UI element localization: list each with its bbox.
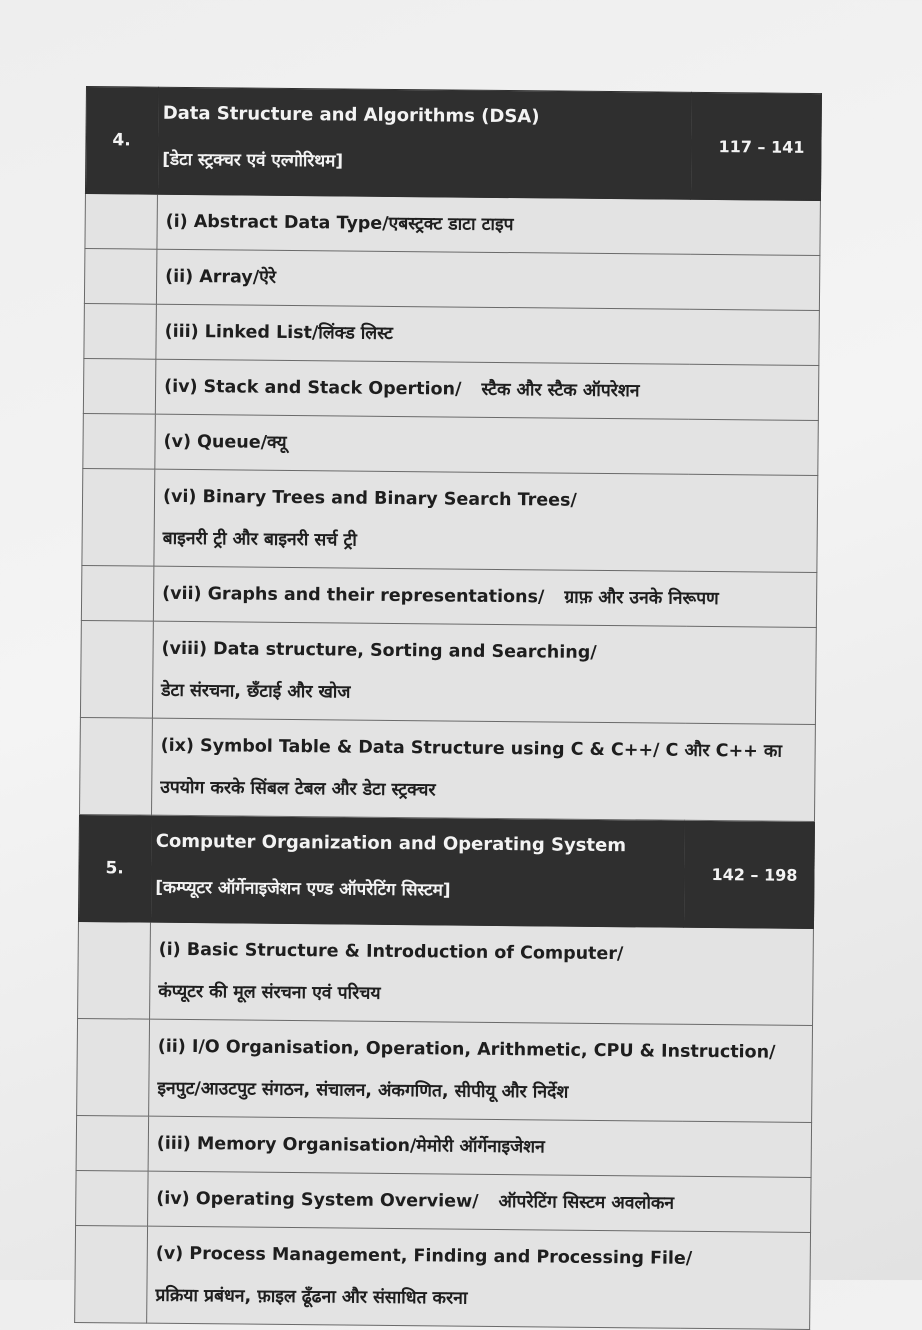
topic-english: (iv) Stack and Stack Opertion/: [164, 376, 462, 400]
topic-row: [84, 303, 819, 365]
topic-row: [76, 1115, 811, 1177]
topic-english: (i) Abstract Data Type/एबस्ट्रक्ट डाटा टाइप: [165, 211, 514, 236]
topic-line: [164, 366, 810, 414]
topic-text-cell: [153, 566, 816, 627]
syllabus-table: [74, 86, 822, 1330]
topic-text-cell: [156, 304, 819, 365]
topic-number-cell: [75, 1225, 148, 1323]
topic-english: (vii) Graphs and their representations/: [162, 583, 545, 608]
topic-row: [82, 468, 818, 572]
topic-text-cell: [155, 359, 818, 420]
section-number: 4.: [85, 87, 158, 195]
topic-english: (ix) Symbol Table & Data Structure using C & C++/ C और C++ का: [160, 735, 783, 762]
syllabus-page: [74, 86, 822, 1330]
topic-english: (ii) Array/ऐरे: [165, 266, 277, 288]
topic-row: [80, 717, 816, 821]
topic-row: [81, 565, 816, 627]
topic-english: (vi) Binary Trees and Binary Search Trees/: [162, 486, 577, 511]
section-title-cell: [150, 815, 684, 927]
topic-text-cell: [152, 718, 816, 821]
section-header-row: [85, 87, 821, 201]
section-title-hindi: [डेटा स्ट्रक्चर एवं एल्गोरिथम]: [162, 149, 344, 172]
topic-line: [162, 573, 808, 621]
section-page-range: 117 – 141: [690, 92, 821, 200]
topic-row: [83, 358, 818, 420]
topic-hindi: उपयोग करके सिंबल टेबल और डेटा स्ट्रक्चर: [160, 777, 436, 801]
topic-number-cell: [81, 565, 154, 621]
topic-number-cell: [85, 193, 158, 249]
topic-hindi: ग्राफ़ और उनके निरूपण: [564, 587, 719, 610]
topic-number-cell: [80, 620, 153, 718]
topic-hindi: इनपुट/आउटपुट संगठन, संचालन, अंकगणित, सीपीयू और निर्देश: [157, 1078, 569, 1103]
topic-row: [77, 1018, 813, 1122]
topic-hindi: स्टैक और स्टैक ऑपरेशन: [481, 379, 640, 402]
section-title: Computer Organization and Operating System: [155, 830, 627, 857]
topic-english: (iii) Memory Organisation/मेमोरी ऑर्गेनाइजेशन: [156, 1133, 545, 1158]
syllabus-table-body: [75, 87, 822, 1330]
topic-hindi: डेटा संरचना, छँटाई और खोज: [161, 680, 351, 703]
section-page-range: 142 – 198: [683, 820, 814, 928]
section-title-hindi: [कम्प्यूटर ऑर्गेनाइजेशन एण्ड ऑपरेटिंग सिस्टम]: [155, 877, 451, 901]
topic-number-cell: [76, 1115, 149, 1171]
topic-row: [83, 413, 818, 475]
topic-text-cell: [148, 1171, 811, 1232]
topic-number-cell: [83, 358, 156, 414]
topic-line: [156, 1178, 802, 1226]
topic-row: [78, 921, 814, 1025]
topic-number-cell: [84, 248, 157, 304]
topic-text-cell: [148, 1116, 811, 1177]
topic-text-cell: [155, 414, 818, 475]
topic-row: [80, 620, 816, 724]
topic-text-cell: [147, 1226, 811, 1329]
topic-number-cell: [77, 1018, 150, 1116]
topic-english: (viii) Data structure, Sorting and Searching/: [161, 638, 597, 663]
topic-number-cell: [83, 413, 156, 469]
topic-hindi: बाइनरी ट्री और बाइनरी सर्च ट्री: [162, 528, 357, 551]
topic-hindi: कंप्यूटर की मूल संरचना एवं परिचय: [158, 981, 381, 1004]
topic-text-cell: [149, 1019, 813, 1122]
topic-number-cell: [80, 717, 153, 815]
topic-english: (iv) Operating System Overview/: [156, 1188, 479, 1212]
topic-text-cell: [154, 469, 818, 572]
topic-row: [85, 193, 820, 255]
topic-text-cell: [152, 621, 816, 724]
topic-english: (v) Process Management, Finding and Processing File/: [155, 1243, 693, 1269]
section-number: 5.: [78, 814, 151, 922]
section-title: Data Structure and Algorithms (DSA): [162, 102, 540, 128]
topic-number-cell: [82, 468, 155, 566]
topic-hindi: प्रक्रिया प्रबंधन, फ़ाइल ढूँढना और संसाधित करना: [155, 1285, 468, 1309]
topic-hindi: ऑपरेटिंग सिस्टम अवलोकन: [498, 1192, 675, 1214]
topic-text-cell: [150, 922, 814, 1025]
topic-english: (iii) Linked List/लिंक्ड लिस्ट: [164, 321, 393, 344]
topic-text-cell: [157, 194, 820, 255]
topic-text-cell: [156, 249, 819, 310]
topic-english: (ii) I/O Organisation, Operation, Arithmetic, CPU & Instruction/: [157, 1036, 776, 1063]
topic-row: [84, 248, 819, 310]
section-title-cell: [157, 87, 691, 199]
topic-row: [76, 1170, 811, 1232]
topic-english: (v) Queue/क्यू: [163, 431, 287, 453]
topic-number-cell: [84, 303, 157, 359]
topic-row: [75, 1225, 811, 1329]
section-header-row: [78, 814, 814, 928]
topic-english: (i) Basic Structure & Introduction of Computer/: [158, 939, 624, 965]
topic-number-cell: [78, 921, 151, 1019]
topic-number-cell: [76, 1170, 149, 1226]
